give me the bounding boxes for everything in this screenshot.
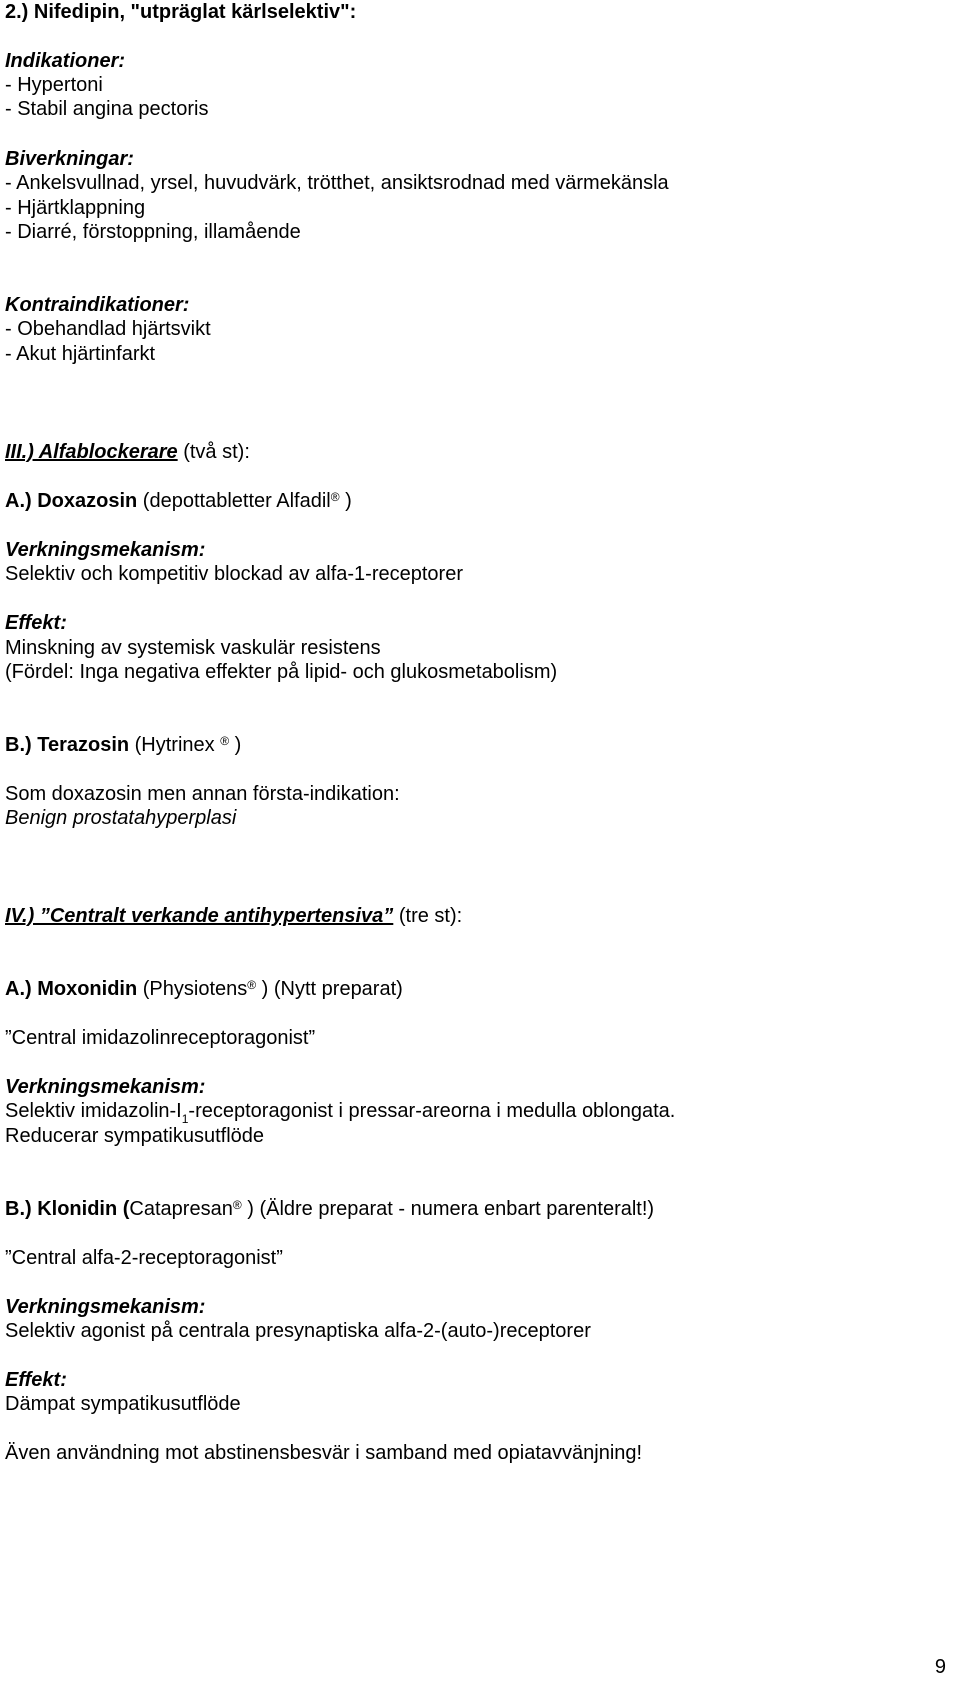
drug-brand: (depottabletter Alfadil bbox=[137, 490, 331, 512]
section-heading-central bbox=[5, 904, 462, 928]
side-effect-item: - Diarré, förstoppning, illamående bbox=[5, 221, 301, 243]
note-text: Även användning mot abstinensbesvär i samband med opiatavvänjning! bbox=[5, 1442, 643, 1464]
mechanism-label: Verkningsmekanism: bbox=[5, 1076, 206, 1098]
paren-close: ) (Nytt preparat) bbox=[256, 978, 403, 1000]
drug-heading-terazosin bbox=[5, 733, 241, 757]
indication-item: - Stabil angina pectoris bbox=[5, 98, 209, 120]
drug-brand: Catapresan bbox=[129, 1198, 233, 1220]
side-effect-item: - Ankelsvullnad, yrsel, huvudvärk, trötthet, ansiktsrodnad med värmekänsla bbox=[5, 172, 669, 194]
page-number: 9 bbox=[934, 1656, 946, 1678]
drug-class-quote: ”Central alfa-2-receptoragonist” bbox=[5, 1247, 283, 1269]
mechanism-text: Selektiv agonist på centrala presynaptiska alfa-2-(auto-)receptorer bbox=[5, 1320, 591, 1342]
effect-label: Effekt: bbox=[5, 612, 67, 634]
indications-label: Indikationer: bbox=[5, 50, 126, 72]
registered-mark: ® bbox=[232, 1198, 242, 1212]
effect-text: Minskning av systemisk vaskulär resistens bbox=[5, 637, 381, 659]
contraindication-item: - Obehandlad hjärtsvikt bbox=[5, 318, 211, 340]
section-title: IV.) ”Centralt verkande antihypertensiva” bbox=[5, 905, 394, 927]
section-heading-alfablockerare bbox=[5, 440, 250, 464]
section-suffix: (tre st): bbox=[393, 905, 463, 927]
indication-text: Benign prostatahyperplasi bbox=[5, 807, 237, 829]
effect-text: (Fördel: Inga negativa effekter på lipid- och glukosmetabolism) bbox=[5, 661, 558, 683]
side-effect-item: - Hjärtklappning bbox=[5, 197, 146, 219]
mechanism-text: Reducerar sympatikusutflöde bbox=[5, 1125, 265, 1147]
registered-mark: ® bbox=[247, 978, 257, 992]
drug-name: A.) Moxonidin bbox=[5, 978, 138, 1000]
section-title: III.) Alfablockerare bbox=[5, 441, 178, 463]
drug-brand: (Physiotens bbox=[137, 978, 248, 1000]
drug-heading-doxazosin bbox=[5, 489, 352, 513]
body-text: Som doxazosin men annan första-indikation: bbox=[5, 783, 400, 805]
registered-mark: ® bbox=[220, 734, 230, 748]
drug-heading-moxonidin bbox=[5, 977, 403, 1001]
registered-mark: ® bbox=[330, 490, 340, 504]
side-effects-label: Biverkningar: bbox=[5, 148, 134, 170]
section-suffix: (två st): bbox=[177, 441, 250, 463]
section-heading-nifedipin: 2.) Nifedipin, "utpräglat kärlselektiv": bbox=[5, 1, 357, 23]
mechanism-text-part: Selektiv imidazolin-I bbox=[5, 1100, 182, 1122]
paren-close: ) (Äldre preparat - numera enbart parenteralt!) bbox=[241, 1198, 655, 1220]
drug-heading-klonidin bbox=[5, 1197, 654, 1221]
effect-label: Effekt: bbox=[5, 1369, 67, 1391]
mechanism-label: Verkningsmekanism: bbox=[5, 539, 206, 561]
effect-text: Dämpat sympatikusutflöde bbox=[5, 1393, 241, 1415]
contraindication-item: - Akut hjärtinfarkt bbox=[5, 343, 156, 365]
contraindications-label: Kontraindikationer: bbox=[5, 294, 190, 316]
drug-name: A.) Doxazosin bbox=[5, 490, 138, 512]
indication-item: - Hypertoni bbox=[5, 74, 103, 96]
paren-close: ) bbox=[229, 734, 242, 756]
mechanism-text-part: -receptoragonist i pressar-areorna i medulla oblongata. bbox=[188, 1100, 676, 1122]
drug-name: B.) Klonidin ( bbox=[5, 1198, 130, 1220]
paren-close: ) bbox=[339, 490, 352, 512]
mechanism-text: Selektiv och kompetitiv blockad av alfa-1-receptorer bbox=[5, 563, 463, 585]
drug-brand: (Hytrinex bbox=[129, 734, 221, 756]
drug-name: B.) Terazosin bbox=[5, 734, 130, 756]
mechanism-label: Verkningsmekanism: bbox=[5, 1296, 206, 1318]
drug-class-quote: ”Central imidazolinreceptoragonist” bbox=[5, 1027, 316, 1049]
mechanism-text bbox=[5, 1099, 675, 1125]
subscript: 1 bbox=[181, 1112, 189, 1126]
